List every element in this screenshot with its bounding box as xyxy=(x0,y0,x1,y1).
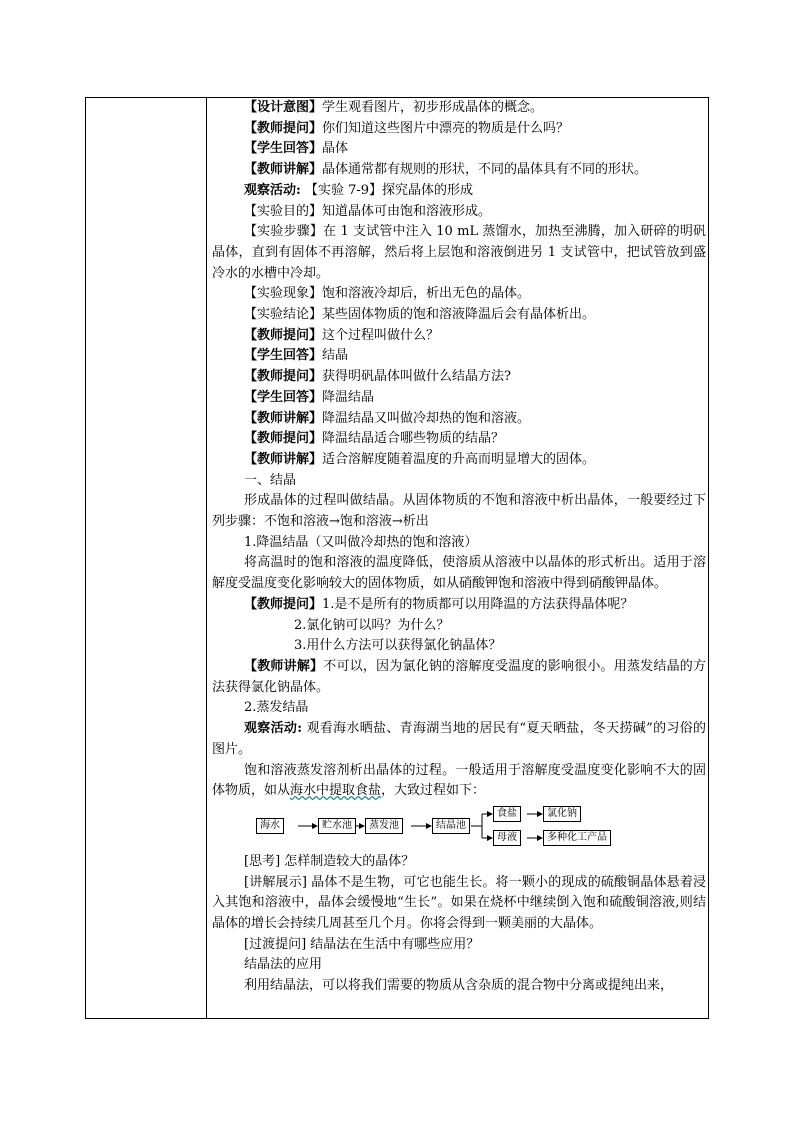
tag: 观察活动: xyxy=(244,182,301,198)
line-application-heading: 结晶法的应用 xyxy=(244,957,323,973)
paragraph-crystallization: 形成晶体的过程叫做结晶。从固体物质的不饱和溶液中析出晶体，一般要经过下列步骤：不饱和溶液→饱和溶液→析出 xyxy=(212,493,706,530)
text: 1.是不是所有的物质都可以用降温的方法获得晶体呢？ xyxy=(322,596,634,612)
line-design-intent xyxy=(212,98,706,119)
tag: 【实验步骤】 xyxy=(244,224,323,240)
tag: 【教师提问】 xyxy=(244,327,323,343)
flow-evaporation-pond: 蒸发池 xyxy=(365,818,403,834)
tag: 【教师讲解】 xyxy=(244,162,323,178)
line-think: [思考] 怎样制造较大的晶体？ xyxy=(244,853,415,869)
question-3: 3.用什么方法可以获得氯化钠晶体？ xyxy=(294,638,502,654)
tag: 【实验目的】 xyxy=(244,203,323,219)
text: 晶体 xyxy=(322,141,349,157)
line-teacher-question-4 xyxy=(212,429,706,450)
tag: 【教师提问】 xyxy=(244,369,323,385)
line-teacher-explain xyxy=(212,160,706,181)
tag: 【教师提问】 xyxy=(244,120,323,136)
tag: 【教师讲解】 xyxy=(244,451,323,467)
line-teacher-question-2 xyxy=(212,326,706,347)
text: 知道晶体可由饱和溶液形成。 xyxy=(322,203,492,219)
salt-process-flowchart xyxy=(212,804,706,848)
flow-crystallization-pond: 结晶池 xyxy=(432,818,470,834)
content-cell xyxy=(212,98,706,997)
line-teacher-question-5 xyxy=(212,595,706,616)
question-2: 2.氯化钠可以吗？为什么？ xyxy=(294,617,450,633)
text: 这个过程叫做什么？ xyxy=(322,327,440,343)
tag: 【设计意图】 xyxy=(244,100,323,115)
lesson-table xyxy=(85,97,709,1019)
subheading-cooling: 1.降温结晶（又叫做冷却热的饱和溶液） xyxy=(244,534,478,550)
line-student-answer-3 xyxy=(212,388,706,409)
text: 结晶 xyxy=(322,348,349,364)
line-exp-phenomenon xyxy=(212,284,706,305)
flow-salt: 食盐 xyxy=(493,806,521,822)
line-teacher-explain-2 xyxy=(212,409,706,430)
tag: 【实验现象】 xyxy=(244,286,323,302)
left-column-cell xyxy=(86,98,207,1018)
flow-mother-liquor: 母液 xyxy=(493,830,521,846)
line-teacher-explain-3 xyxy=(212,450,706,471)
paragraph-cooling: 将高温时的饱和溶液的温度降低，使溶质从溶液中以晶体的形式析出。适用于溶解度受温度变化影响较大的固体物质，如从硝酸钾饱和溶液中得到硝酸钾晶体。 xyxy=(212,555,706,592)
tag: 【学生回答】 xyxy=(244,389,323,405)
tag: 【学生回答】 xyxy=(244,141,323,157)
flow-chemical-products: 多种化工产品 xyxy=(543,830,611,846)
tag: 【教师提问】 xyxy=(244,431,323,447)
line-student-answer-2 xyxy=(212,346,706,367)
text: 晶体通常都有规则的形状，不同的晶体具有不同的形状。 xyxy=(322,162,648,178)
underlined-text: 海水中提取食盐 xyxy=(290,783,382,799)
text: 观看海水晒盐、青海湖当地的居民有“夏天晒盐，冬天捞碱”的习俗的图片。 xyxy=(212,721,706,757)
flow-sodium-chloride: 氯化钠 xyxy=(543,806,581,822)
section-heading: 一、结晶 xyxy=(244,472,297,488)
line-observe-activity xyxy=(212,181,706,202)
subheading-evaporation: 2.蒸发结晶 xyxy=(244,700,309,716)
flow-seawater: 海水 xyxy=(256,818,284,834)
line-exp-purpose xyxy=(212,202,706,223)
tag: 【学生回答】 xyxy=(244,348,323,364)
text: 适合溶解度随着温度的升高而明显增大的固体。 xyxy=(322,451,596,467)
text: 降温结晶又叫做冷却热的饱和溶液。 xyxy=(322,410,531,426)
text: 【实验 7-9】探究晶体的形成 xyxy=(304,182,474,198)
text: 你们知道这些图片中漂亮的物质是什么吗？ xyxy=(322,120,570,136)
tag: 【教师讲解】 xyxy=(244,410,323,426)
text: 不可以，因为氯化钠的溶解度受温度的影响很小。用蒸发结晶的方法获得氯化钠晶体。 xyxy=(212,658,706,695)
text: 学生观看图片，初步形成晶体的概念。 xyxy=(322,100,544,115)
tag: 【教师讲解】 xyxy=(244,658,324,674)
line-exp-steps xyxy=(212,222,706,284)
text: 在 1 支试管中注入 10 mL 蒸馏水，加热至沸腾，加入研碎的明矾晶体，直到有固体不再溶解，然后将上层饱和溶液倒进另 1 支试管中，把试管放到盛冷水的水槽中冷却。 xyxy=(212,224,706,281)
paragraph-demo: [讲解展示] 晶体不是生物，可它也能生长。将一颗小的现成的硫酸铜晶体悬着浸入其饱和溶液中，晶体会缓慢地“生长”。如果在烧杯中继续倒入饱和硫酸铜溶液,则结晶体的增长会持续几周甚至几个月。你将会得到一颗美丽的大晶体。 xyxy=(212,874,706,932)
text: 饱和溶液蒸发溶剂析出晶体的过程。一般适用于溶解度受温度变化影响不大的固体物质，如从 xyxy=(212,762,706,799)
text: 降温结晶适合哪些物质的结晶？ xyxy=(322,431,505,447)
text: 获得明矾晶体叫做什么结晶方法? xyxy=(322,369,511,385)
tag: 【教师提问】 xyxy=(244,596,323,612)
text: 饱和溶液冷却后，析出无色的晶体。 xyxy=(322,286,531,302)
tag: 【实验结论】 xyxy=(244,307,323,323)
line-observe-activity-2 xyxy=(212,719,706,760)
line-application-text: 利用结晶法，可以将我们需要的物质从含杂质的混合物中分离或提纯出来， xyxy=(244,978,674,994)
paragraph-evaporation xyxy=(212,761,706,802)
text: 某些固体物质的饱和溶液降温后会有晶体析出。 xyxy=(322,307,596,323)
line-student-answer xyxy=(212,139,706,160)
line-teacher-question-3 xyxy=(212,367,706,388)
line-teacher-explain-4 xyxy=(212,657,706,698)
flow-reservoir: 贮水池 xyxy=(318,818,356,834)
text: 降温结晶 xyxy=(322,389,375,405)
line-exp-conclusion xyxy=(212,305,706,326)
line-teacher-question xyxy=(212,119,706,140)
text: ，大致过程如下： xyxy=(381,783,486,799)
tag: 观察活动: xyxy=(244,721,303,737)
line-transition-question: [过渡提问] 结晶法在生活中有哪些应用？ xyxy=(244,936,480,952)
